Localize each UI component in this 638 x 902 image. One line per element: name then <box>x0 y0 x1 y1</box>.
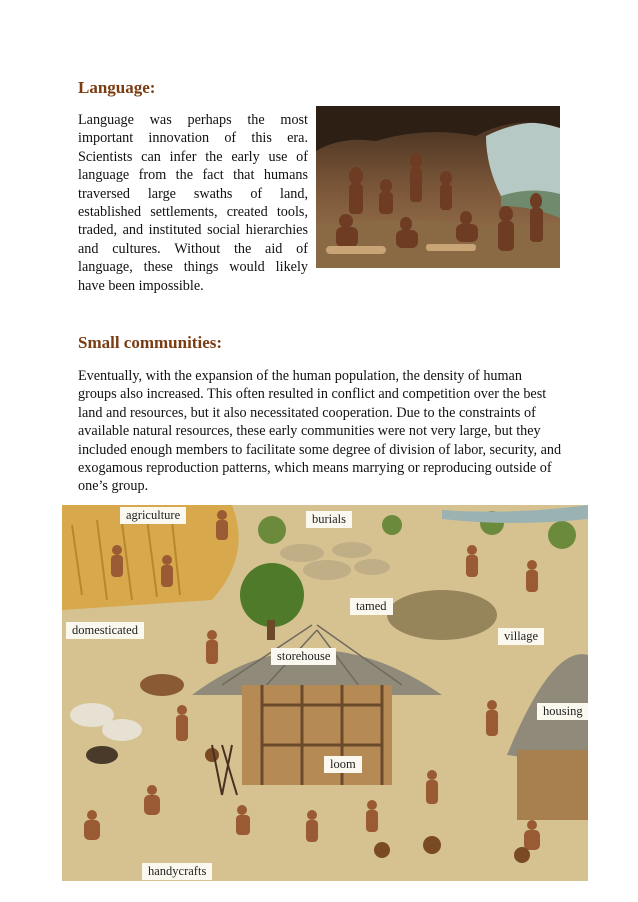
small-communities-paragraph: Eventually, with the expansion of the human population, the density of human groups also increased. This often resulted in conflict and competition over the best land and resources, but it also necessitated cooperation. Due to the constraints of available natural resources, these early communities were not very large, but they included enough members to facilitate some degree of division of labor, security, and exogamous reproduction patterns, which means marrying or reproducing outside of one’s group. <box>78 368 562 495</box>
label-storehouse: storehouse <box>271 648 336 665</box>
label-tamed: tamed <box>350 598 393 615</box>
village-illustration <box>62 505 588 881</box>
label-handycrafts: handycrafts <box>142 863 212 880</box>
cave-scene-art <box>316 106 560 268</box>
section-heading-language: Language: <box>78 78 156 97</box>
label-agriculture: agriculture <box>120 507 186 524</box>
section-heading-small-communities: Small communities: <box>78 333 223 352</box>
label-domesticated: domesticated <box>66 622 144 639</box>
village-scene-art <box>62 505 588 881</box>
label-loom: loom <box>324 756 362 773</box>
label-burials: burials <box>306 511 352 528</box>
cave-illustration <box>316 106 560 268</box>
language-paragraph: Language was perhaps the most important innovation of this era. Scientists can infer the early use of language from the fact that humans traversed large swaths of land, established settlements, created tools, traded, and instituted social hierarchies and cultures. Without the aid of language, these things would likely have been impossible. <box>78 112 308 294</box>
label-village: village <box>498 628 544 645</box>
label-housing: housing <box>537 703 588 720</box>
